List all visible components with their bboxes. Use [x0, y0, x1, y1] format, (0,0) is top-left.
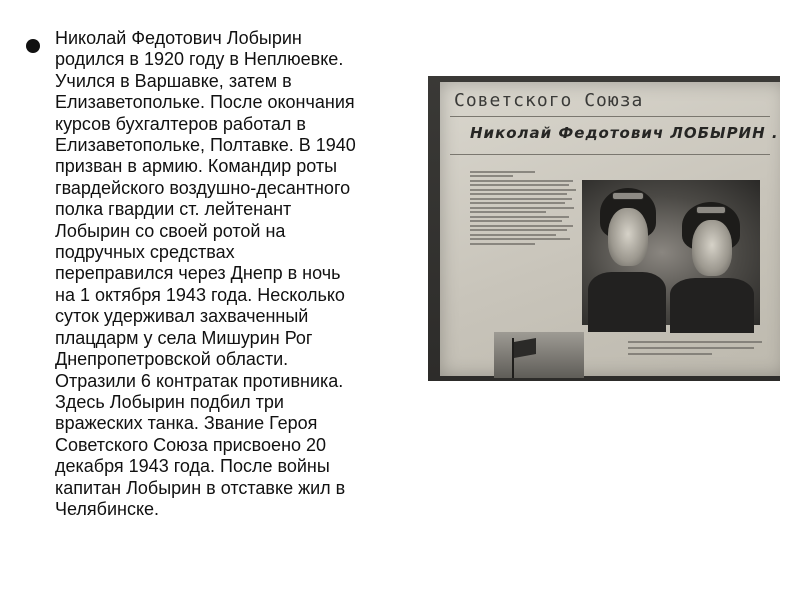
divider [450, 116, 770, 117]
placard-caption [628, 337, 768, 367]
memorial-placard-photo [428, 76, 780, 381]
placard [440, 82, 780, 376]
biography-text: Николай Федотович Лобырин родился в 1920 году в Неплюевке. Учился в Варшавке, затем в Елизаветопольке. После окончания курсов бухгалтеров работал в Елизаветопольке, Полтавке. В 1940 призван в армию. Командир роты гвардейского воздушно-десантного полка гвардии ст. лейтенант Лобырин со своей ротой на подручных средствах переправился через Днепр в ночь на 1 октября 1943 года. Несколько суток удерживал захваченный плацдарм у села Мишурин Рог Днепропетровской области. Отразили 6 контратак противника. Здесь Лобырин подбил три вражеских танка. Звание Героя Советского Союза присвоено 20 декабря 1943 года. После войны капитан Лобырин в отставке жил в Челябинске. [55, 28, 356, 519]
placard-illegible-text [470, 168, 578, 318]
placard-header: Советского Союза [454, 90, 644, 111]
divider [450, 154, 770, 155]
flag-photo [494, 332, 584, 378]
portrait-two-paratroopers [582, 180, 760, 325]
bullet-point [26, 39, 40, 53]
placard-hero-name: Николай Федотович ЛОБЫРИН . [470, 124, 779, 142]
